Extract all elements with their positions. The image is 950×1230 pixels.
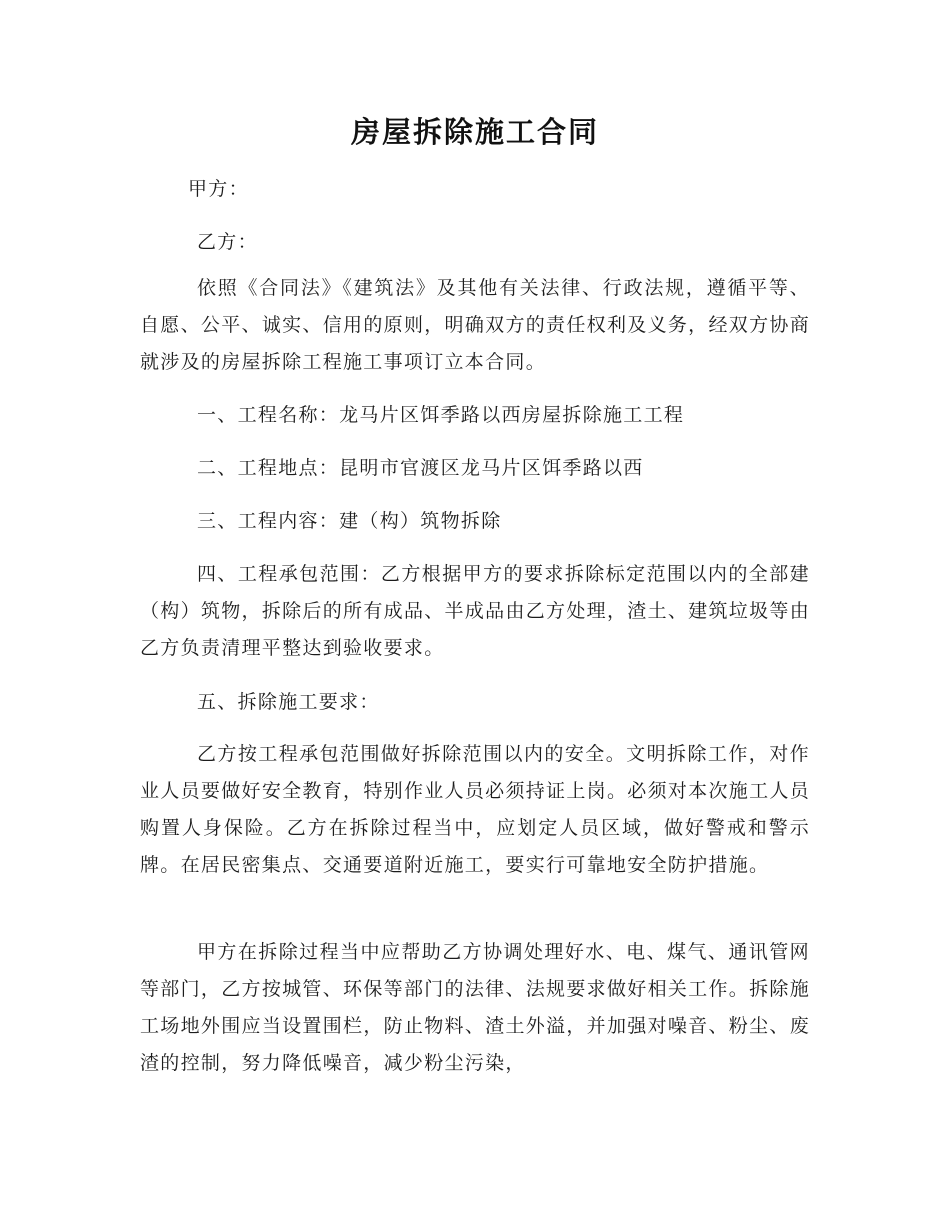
coordination-paragraph: 甲方在拆除过程当中应帮助乙方协调处理好水、电、煤气、通讯管网等部门，乙方按城管、环保等部门的法律、法规要求做好相关工作。拆除施工场地外围应当设置围栏，防止物料、渣土外溢，并加强对噪音、粉尘、废渣的控制，努力降低噪音，减少粉尘污染， (140, 941, 810, 1074)
safety-requirements-paragraph: 乙方按工程承包范围做好拆除范围以内的安全。文明拆除工作，对作业人员要做好安全教育，特别作业人员必须持证上岗。必须对本次施工人员购置人身保险。乙方在拆除过程当中，应划定人员区域，做好警戒和警示牌。在居民密集点、交通要道附近施工，要实行可靠地安全防护措施。 (140, 743, 810, 876)
party-a-label: 甲方： (188, 178, 249, 200)
clause-project-name: 一、工程名称：龙马片区饵季路以西房屋拆除施工工程 (197, 404, 685, 426)
clause-project-content: 三、工程内容：建（构）筑物拆除 (197, 510, 502, 532)
clause-contract-scope: 四、工程承包范围：乙方根据甲方的要求拆除标定范围以内的全部建（构）筑物，拆除后的所有成品、半成品由乙方处理，渣土、建筑垃圾等由乙方负责清理平整达到验收要求。 (140, 563, 810, 659)
clause-demolition-requirements: 五、拆除施工要求： (197, 691, 380, 713)
party-b-label: 乙方： (197, 231, 258, 253)
clause-project-location: 二、工程地点：昆明市官渡区龙马片区饵季路以西 (197, 457, 644, 479)
document-title: 房屋拆除施工合同 (350, 115, 599, 149)
intro-paragraph: 依照《合同法》《建筑法》及其他有关法律、行政法规，遵循平等、自愿、公平、诚实、信用的原则，明确双方的责任权利及义务，经双方协商就涉及的房屋拆除工程施工事项订立本合同。 (140, 277, 810, 373)
